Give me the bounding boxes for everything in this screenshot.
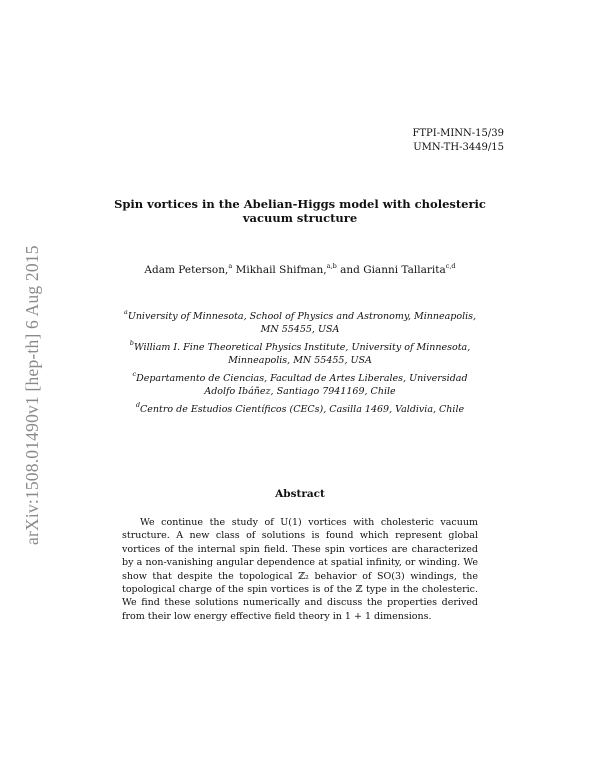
affiliation-line [115,368,485,385]
affiliation-mark: c [132,370,137,378]
affiliation-line [115,306,485,323]
author-affiliation-mark: a,b [326,262,337,270]
author-name: Adam Peterson, [144,264,229,276]
affiliation [115,337,485,367]
affiliation-text: Centro de Estudios Científicos (CECs), Casilla 1469, Valdivia, Chile [140,404,465,415]
author-name: and Gianni Tallarita [340,264,446,276]
affiliation-text: University of Minnesota, School of Physics and Astronomy, Minneapolis, [127,311,477,322]
abstract-body [122,516,478,623]
author-affiliation-mark: c,d [445,262,456,270]
affiliation-line [115,399,485,416]
report-number: FTPI-MINN-15/39 [412,128,504,139]
affiliation-line [115,337,485,354]
affiliation-line: MN 55455, USA [260,324,340,335]
title-line: vacuum structure [242,211,358,225]
author-name: Mikhail Shifman, [235,264,327,276]
affiliation-mark: a [123,308,128,316]
title-line: Spin vortices in the Abelian-Higgs model with cholesteric [114,197,486,211]
paper-title [110,197,490,225]
report-number: UMN-TH-3449/15 [413,142,504,153]
arxiv-identifier-stamp: arXiv:1508.01490v1 [hep-th] 6 Aug 2015 [22,245,42,545]
affiliation [115,368,485,398]
affiliation-line: Minneapolis, MN 55455, USA [228,355,372,366]
author-list [100,262,500,276]
author-affiliation-mark: a [228,262,233,270]
affiliation-mark: d [135,401,141,409]
affiliation-text: William I. Fine Theoretical Physics Institute, University of Minnesota, [133,342,471,353]
report-numbers [412,127,504,155]
abstract-text: We continue the study of U(1) vortices with cholesteric vacuum structure. A new class of solutions is found which represent global vortices of the internal spin field. These spin vortices are characterized by a non-vanishing angular dependence at spatial infinity, or winding. We show that despite the topological ℤ₂ behavior of SO(3) windings, the topological charge of the spin vortices is of the ℤ type in the cholesteric. We find these solutions numerically and discuss the properties derived from their low energy effective field theory in 1 + 1 dimensions. [122,517,478,622]
affiliation-text: Departamento de Ciencias, Facultad de Artes Liberales, Universidad [136,373,468,384]
affiliation [115,399,485,416]
affiliation-mark: b [129,339,134,347]
affiliation-line: Adolfo Ibáñez, Santiago 7941169, Chile [204,386,396,397]
abstract-heading: Abstract [275,488,325,500]
affiliation [115,306,485,336]
